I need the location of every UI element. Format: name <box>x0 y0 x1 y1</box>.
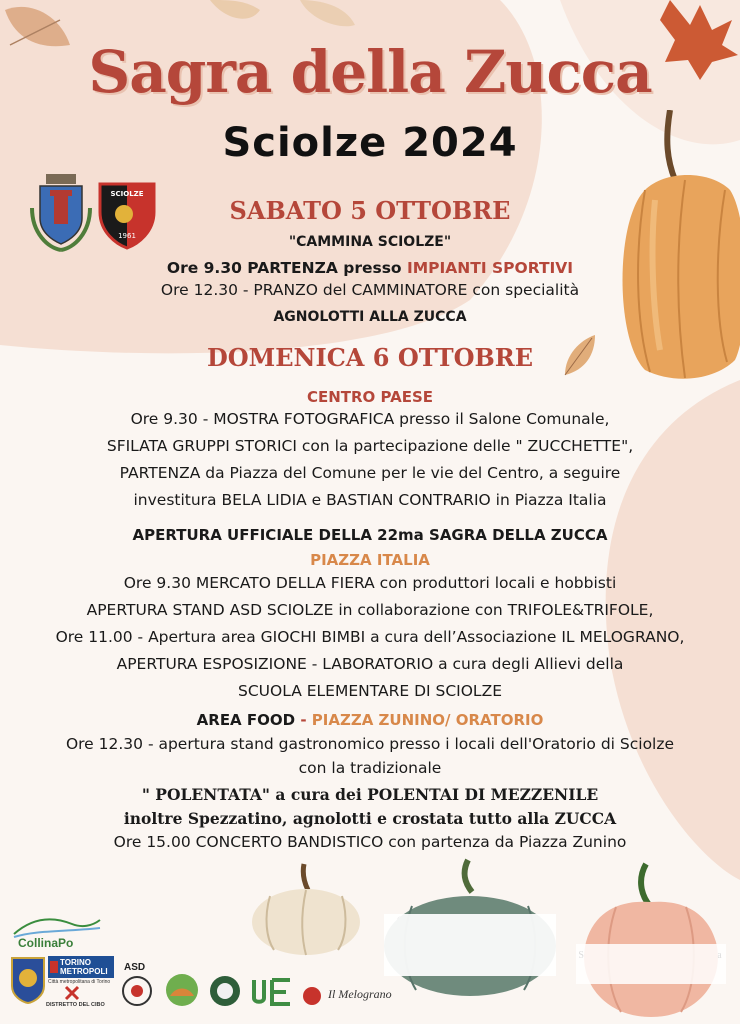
collinapo-logo <box>12 912 102 940</box>
saturday-line-1-place: IMPIANTI SPORTIVI <box>406 259 574 277</box>
centro-line-1: Ore 9.30 - MOSTRA FOTOGRAFICA presso il Salone Comunale, <box>130 410 610 428</box>
sunday-heading: DOMENICA 6 OTTOBRE <box>206 343 534 372</box>
food-line-2: con la tradizionale <box>298 759 442 777</box>
association-logo-1 <box>162 972 202 1008</box>
torino-sub: Città metropolitana di Torino <box>48 979 111 985</box>
piazza-line-2: APERTURA STAND ASD SCIOLZE in collaborazione con TRIFOLE&TRIFOLE, <box>86 601 654 619</box>
ue-logo <box>250 978 294 1006</box>
food-line-1: Ore 12.30 - apertura stand gastronomico presso i locali dell'Oratorio di Sciolze <box>65 735 675 753</box>
saturday-line-3: AGNOLOTTI ALLA ZUCCA <box>273 309 467 325</box>
football-club-badge <box>96 180 158 250</box>
polenta-line-2: inoltre Spezzatino, agnolotti e crostata tutto alla ZUCCA <box>123 809 617 828</box>
piazza-line-3: Ore 11.00 - Apertura area GIOCHI BIMBI a cura dell’Associazione IL MELOGRANO, <box>55 628 685 646</box>
piazza-line-4: APERTURA ESPOSIZIONE - LABORATORIO a cura degli Allievi della <box>116 655 624 673</box>
polenta-line-1: " POLENTATA" a cura dei POLENTAI DI MEZZENILE <box>141 785 599 804</box>
badge-year: 1961 <box>118 232 136 240</box>
asd-label: ASD <box>124 962 146 973</box>
food-heading-prefix: AREA FOOD <box>196 711 296 729</box>
opening-heading: APERTURA UFFICIALE DELLA 22ma SAGRA DELLA ZUCCA <box>132 526 608 544</box>
pumpkin-illustration-pink <box>576 862 726 1020</box>
distretto-label: DISTRETTO DEL CIBO <box>46 1002 105 1008</box>
saturday-line-2: Ore 12.30 - PRANZO del CAMMINATORE con specialità <box>160 281 580 299</box>
saturday-heading: SABATO 5 OTTOBRE <box>229 196 511 225</box>
asd-logo <box>118 975 156 1007</box>
torino-flag-icon <box>50 961 58 973</box>
badge-label: SCIOLZE <box>110 190 144 198</box>
piazza-line-1: Ore 9.30 MERCATO DELLA FIERA con produttori locali e hobbisti <box>123 574 617 592</box>
pumpkin-illustration-white <box>250 862 362 956</box>
food-heading-dash: - <box>295 711 312 729</box>
collinapo-label: CollinaPo <box>18 936 74 950</box>
centro-line-2: SFILATA GRUPPI STORICI con la partecipazione delle " ZUCCHETTE", <box>106 437 634 455</box>
saturday-line-1-prefix: Ore 9.30 PARTENZA presso <box>166 259 407 277</box>
municipality-crest <box>28 168 94 252</box>
melograno-label: Il Melograno <box>328 987 392 1001</box>
food-heading-place: PIAZZA ZUNINO/ ORATORIO <box>311 711 544 729</box>
distretto-icon <box>64 985 80 1001</box>
page-subtitle: Sciolze 2024 <box>222 120 518 166</box>
torino-label: TORINO METROPOLI <box>60 958 108 976</box>
pumpkin-illustration-green <box>382 858 558 998</box>
piazza-line-5: SCUOLA ELEMENTARE DI SCIOLZE <box>238 682 502 700</box>
saturday-line-1 <box>0 259 740 277</box>
concert-line: Ore 15.00 CONCERTO BANDISTICO con partenza da Piazza Zunino <box>113 833 627 851</box>
centro-line-4: investitura BELA LIDIA e BASTIAN CONTRARIO in Piazza Italia <box>133 491 607 509</box>
association-logo-2 <box>208 974 242 1008</box>
lions-club-logo <box>10 956 46 1004</box>
melograno-icon <box>300 984 324 1006</box>
piazza-heading: PIAZZA ITALIA <box>310 551 430 569</box>
page-title: Sagra della Zucca <box>88 38 652 106</box>
torino-logo <box>48 956 114 978</box>
saturday-event-name: "CAMMINA SCIOLZE" <box>288 234 452 250</box>
centro-line-3: PARTENZA da Piazza del Comune per le vie del Centro, a seguire <box>119 464 621 482</box>
centro-heading: CENTRO PAESE <box>306 388 434 406</box>
food-heading <box>0 711 740 729</box>
